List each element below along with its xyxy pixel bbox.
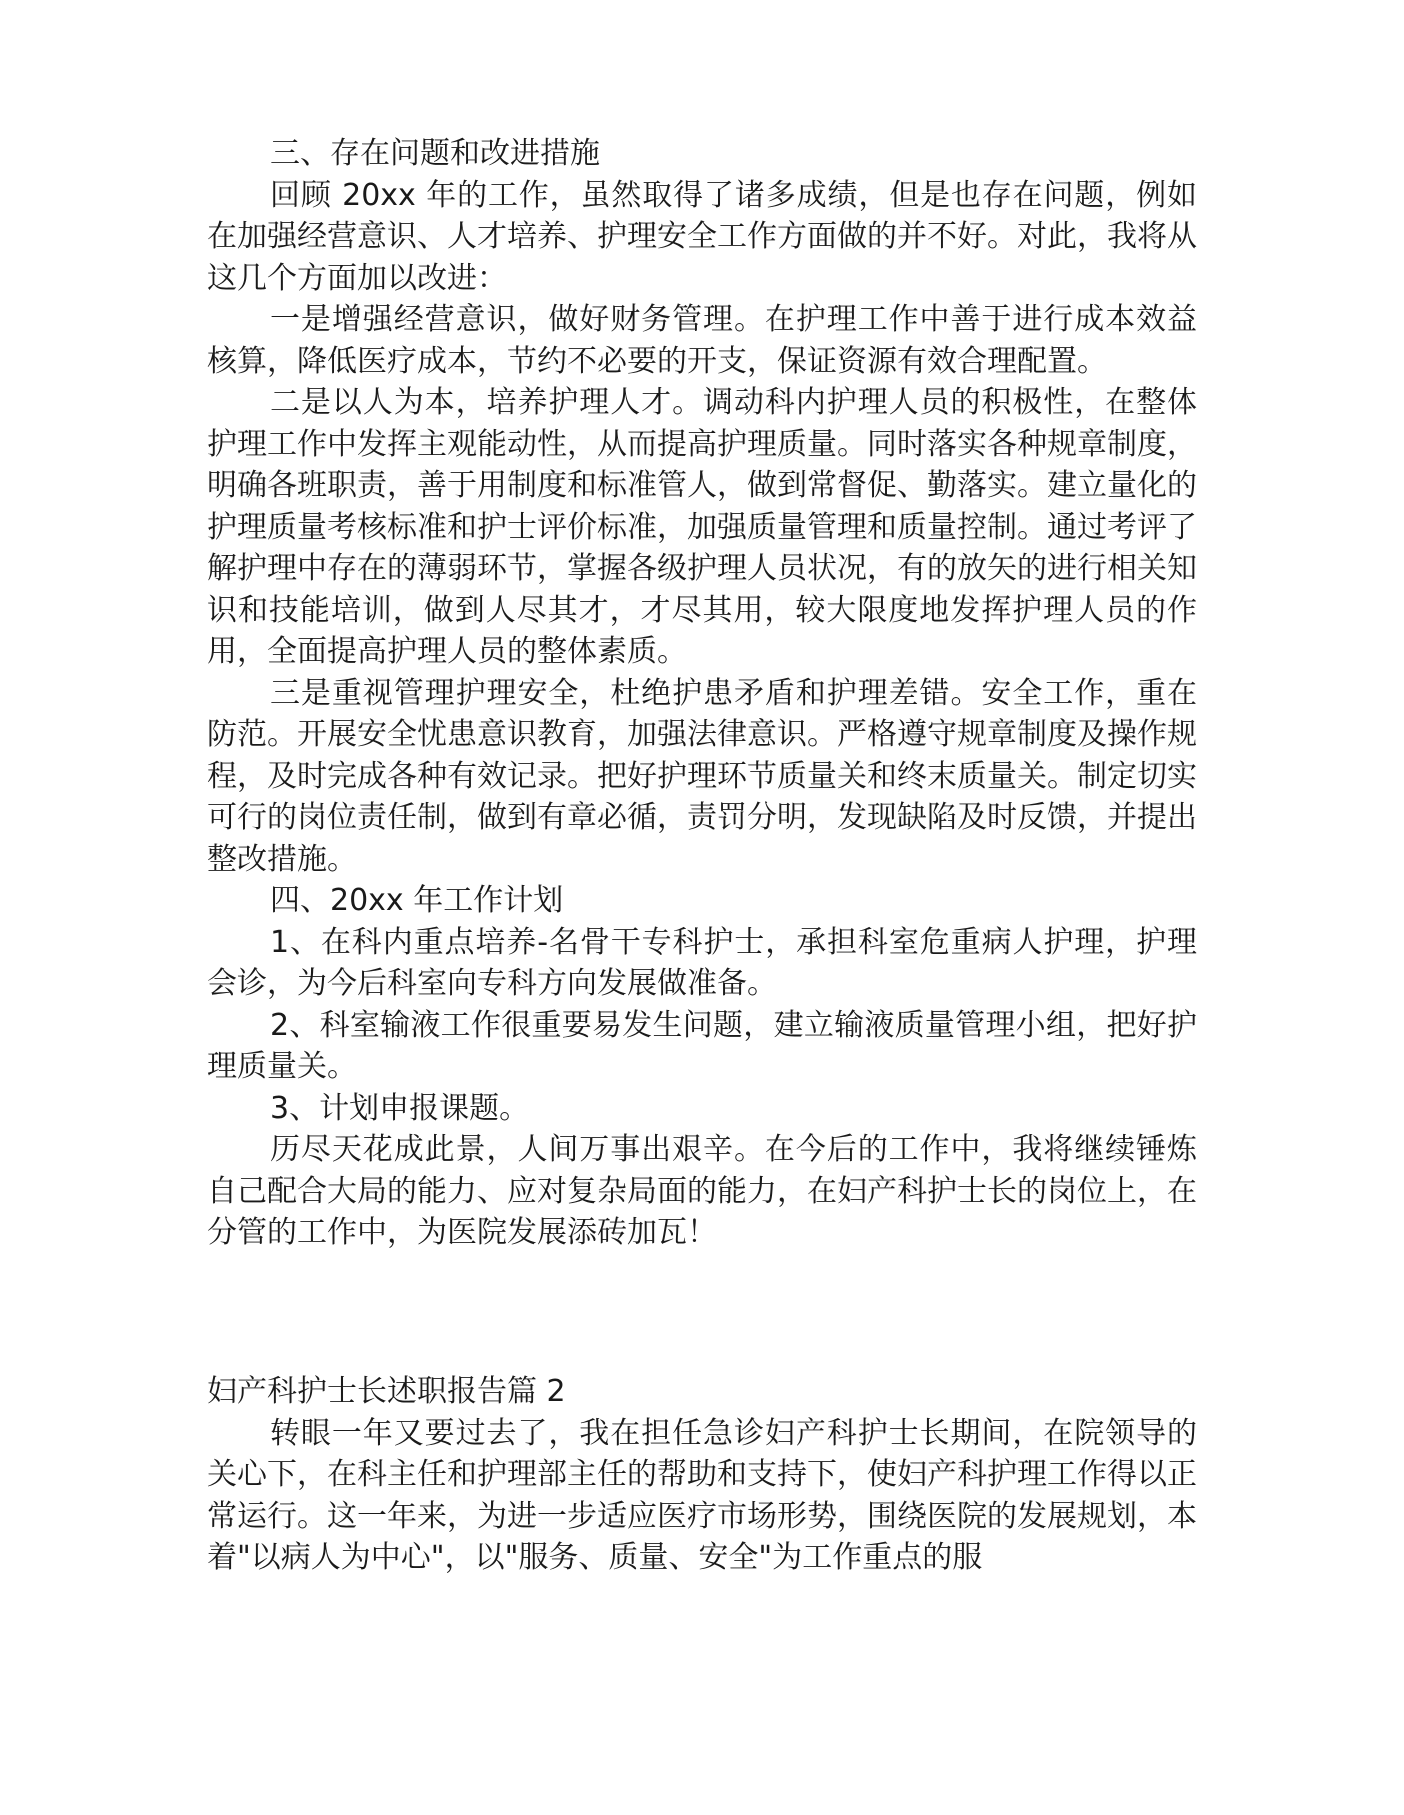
- report-two-title: 妇产科护士长述职报告篇 2: [207, 1374, 566, 1409]
- paragraph-report-two-opening: 转眼一年又要过去了，我在担任急诊妇产科护士长期间，在院领导的关心下，在科主任和护理部主任的帮助和支持下，使妇产科护理工作得以正常运行。这一年来，为进一步适应医疗市场形势，围绕医院的发展规划，本着"以病人为中心"，以"服务、质量、安全"为工作重点的服: [207, 1415, 1197, 1575]
- report-section-two: [207, 1371, 1197, 1579]
- paragraph-improvement-one: 一是增强经营意识，做好财务管理。在护理工作中善于进行成本效益核算，降低医疗成本，节约不必要的开支，保证资源有效合理配置。: [207, 302, 1197, 379]
- paragraph-plan-item-two: 2、科室输液工作很重要易发生问题，建立输液质量管理小组，把好护理质量关。: [207, 1007, 1197, 1084]
- heading-problems-and-measures: 三、存在问题和改进措施: [270, 136, 600, 171]
- paragraph-closing: 历尽天花成此景，人间万事出艰辛。在今后的工作中，我将继续锤炼自己配合大局的能力、应对复杂局面的能力，在妇产科护士长的岗位上，在分管的工作中，为医院发展添砖加瓦！: [207, 1132, 1197, 1250]
- paragraph-review-intro: 回顾 20xx 年的工作，虽然取得了诸多成绩，但是也存在问题，例如在加强经营意识、人才培养、护理安全工作方面做的并不好。对此，我将从这几个方面加以改进：: [207, 177, 1197, 296]
- heading-work-plan: 四、20xx 年工作计划: [270, 883, 564, 918]
- report-section-one: [207, 133, 1197, 1254]
- paragraph-improvement-two: 二是以人为本，培养护理人才。调动科内护理人员的积极性，在整体护理工作中发挥主观能动性，从而提高护理质量。同时落实各种规章制度，明确各班职责，善于用制度和标准管人，做到常督促、勤落实。建立量化的护理质量考核标准和护士评价标准，加强质量管理和质量控制。通过考评了解护理中存在的薄弱环节，掌握各级护理人员状况，有的放矢的进行相关知识和技能培训，做到人尽其才，才尽其用，较大限度地发挥护理人员的作用，全面提高护理人员的整体素质。: [207, 385, 1197, 669]
- paragraph-plan-item-one: 1、在科内重点培养-名骨干专科护士，承担科室危重病人护理，护理会诊，为今后科室向专科方向发展做准备。: [207, 924, 1197, 1001]
- paragraph-plan-item-three: 3、计划申报课题。: [270, 1090, 530, 1126]
- paragraph-improvement-three: 三是重视管理护理安全，杜绝护患矛盾和护理差错。安全工作，重在防范。开展安全忧患意识教育，加强法律意识。严格遵守规章制度及操作规程，及时完成各种有效记录。把好护理环节质量关和终末质量关。制定切实可行的岗位责任制，做到有章必循，责罚分明，发现缺陷及时反馈，并提出整改措施。: [207, 675, 1197, 877]
